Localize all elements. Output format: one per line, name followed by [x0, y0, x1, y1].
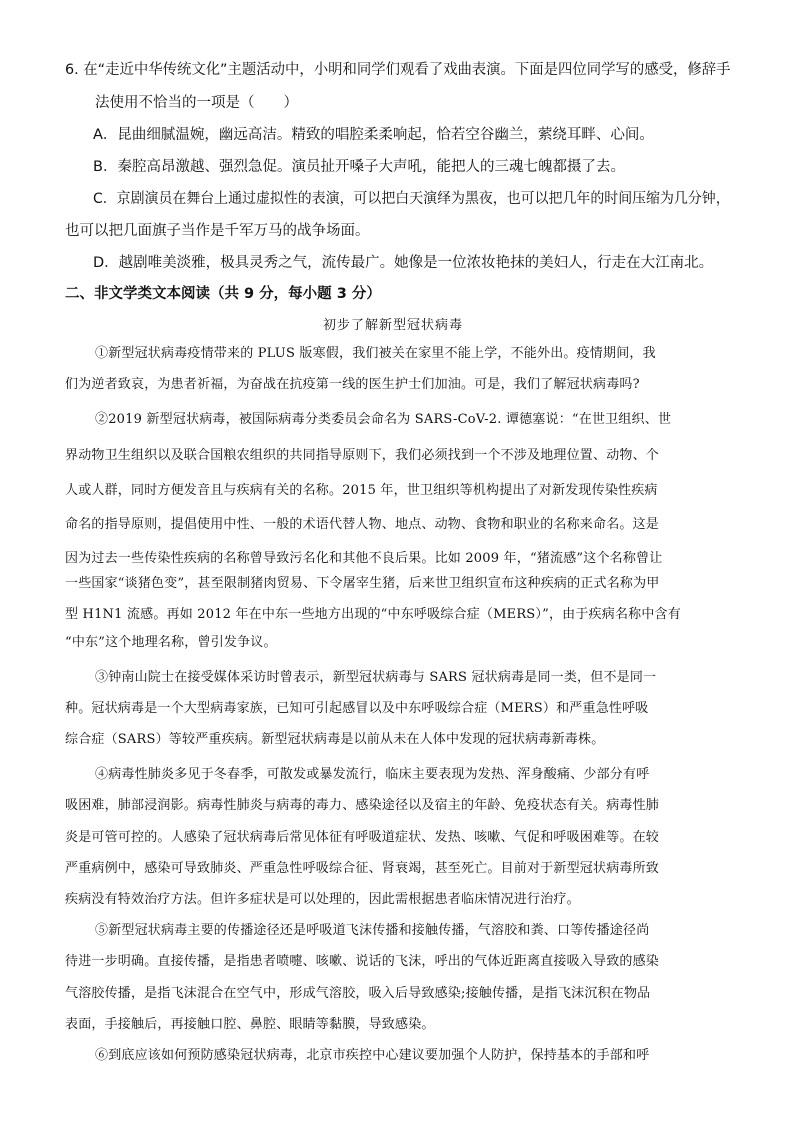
paragraph-1-line2: 们为逆者致哀，为患者祈福，为奋战在抗疫第一线的医生护士们加油。可是，我们了解冠状病毒吗?	[65, 377, 640, 392]
question6-stem-line2: 法使用不恰当的一项是（ ）	[95, 95, 298, 111]
question6-stem-line1: 6. 在“走近中华传统文化”主题活动中，小明和同学们观看了戏曲表演。下面是四位同学写的感受，修辞手	[65, 62, 731, 78]
paragraph-4-line5: 疾病没有特效治疗方法。但许多症状是可以处理的，因此需根据患者临床情况进行治疗。	[65, 892, 580, 907]
paragraph-2-line1: ②2019 新型冠状病毒，被国际病毒分类委员会命名为 SARS-CoV-2. 谭德塞说：“在世卫组织、世	[95, 412, 672, 427]
paragraph-2-line6: 一些国家“谈猪色变”，甚至限制猪肉贸易、下令屠宰生猪，后来世卫组织宣布这种疾病的正式名称为甲	[65, 576, 660, 591]
option-c-line2: 也可以把几面旗子当作是千军万马的战争场面。	[65, 223, 370, 239]
option-c-line1: C．京剧演员在舞台上通过虚拟性的表演，可以把白天演绎为黑夜，也可以把几年的时间压缩为几分钟，	[93, 191, 730, 207]
paragraph-4-line3: 炎是可管可控的。人感染了冠状病毒后常见体征有呼吸道症状、发热、咳嗽、气促和呼吸困难等。在较	[65, 830, 660, 845]
paragraph-4-line1: ④病毒性肺炎多见于冬春季，可散发或暴发流行，临床主要表现为发热、浑身酸痛、少部分有呼	[95, 767, 650, 782]
paragraph-2-line4: 命名的指导原则，提倡使用中性、一般的术语代替人物、地点、动物、食物和职业的名称来命名。这是	[65, 517, 660, 532]
paragraph-2-line3: 人或人群，同时方便发音且与疾病有关的名称。2015 年，世卫组织等机构提出了对新发现传染性疾病	[65, 483, 658, 498]
paragraph-1-line1: ①新型冠状病毒疫情带来的 PLUS 版寒假，我们被关在家里不能上学，不能外出。疫情期间，我	[95, 346, 656, 361]
paragraph-2-line7: 型 H1N1 流感。再如 2012 年在中东一些地方出现的“中东呼吸综合症（MERS）”，由于疾病名称中含有	[65, 607, 681, 622]
paragraph-3-line3: 综合症（SARS）等较严重疾病。新型冠状病毒是以前从未在人体中发现的冠状病毒新毒株。	[65, 732, 605, 747]
paragraph-5-line4: 表面，手接触后，再接触口腔、鼻腔、眼睛等黏膜，导致感染。	[65, 1017, 435, 1032]
paragraph-6-line1: ⑥到底应该如何预防感染冠状病毒，北京市疾控中心建议要加强个人防护，保持基本的手部和呼	[95, 1048, 650, 1063]
article-title: 初步了解新型冠状病毒	[323, 318, 464, 333]
paragraph-5-line3: 气溶胶传播，是指飞沫混合在空气中，形成气溶胶，吸入后导致感染;接触传播，是指飞沫沉积在物品	[65, 986, 651, 1001]
paragraph-3-line2: 种。冠状病毒是一个大型病毒家族，已知可引起感冒以及中东呼吸综合症（MERS）和严重急性呼吸	[65, 701, 649, 716]
paragraph-4-line2: 吸困难，肺部浸润影。病毒性肺炎与病毒的毒力、感染途径以及宿主的年龄、免疫状态有关。病毒性肺	[65, 798, 660, 813]
paragraph-3-line1: ③钟南山院士在接受媒体采访时曾表示，新型冠状病毒与 SARS 冠状病毒是同一类，但不是同一	[95, 670, 657, 685]
paragraph-2-line5: 因为过去一些传染性疾病的名称曾导致污名化和其他不良后果。比如 2009 年，“猪流感”这个名称曾让	[65, 551, 663, 566]
option-b: B．秦腔高昂激越、强烈急促。演员扯开嗓子大声吼，能把人的三魂七魄都摄了去。	[93, 159, 625, 175]
section2-heading: 二、非文学类文本阅读（共 9 分，每小题 3 分）	[65, 286, 381, 302]
paragraph-2-line2: 界动物卫生组织以及联合国粮农组织的共同指导原则下，我们必须找到一个不涉及地理位置、动物、个	[65, 448, 660, 463]
option-d: D．越剧唯美淡雅，极具灵秀之气，流传最广。她像是一位浓妆艳抹的美妇人，行走在大江南北。	[93, 255, 714, 271]
option-a: A．昆曲细腻温婉，幽远高洁。精致的唱腔柔柔响起，恰若空谷幽兰，萦绕耳畔、心间。	[93, 127, 654, 143]
paragraph-2-line8: “中东”这个地理名称，曾引发争议。	[65, 635, 277, 650]
paragraph-5-line2: 待进一步明确。直接传播，是指患者喷嚏、咳嗽、说话的飞沫，呼出的气体近距离直接吸入导致的感染	[65, 954, 660, 969]
paragraph-4-line4: 严重病例中，感染可导致肺炎、严重急性呼吸综合征、肾衰竭，甚至死亡。目前对于新型冠状病毒所致	[65, 861, 660, 876]
paragraph-5-line1: ⑤新型冠状病毒主要的传播途径还是呼吸道飞沫传播和接触传播，气溶胶和粪、口等传播途径尚	[95, 923, 650, 938]
